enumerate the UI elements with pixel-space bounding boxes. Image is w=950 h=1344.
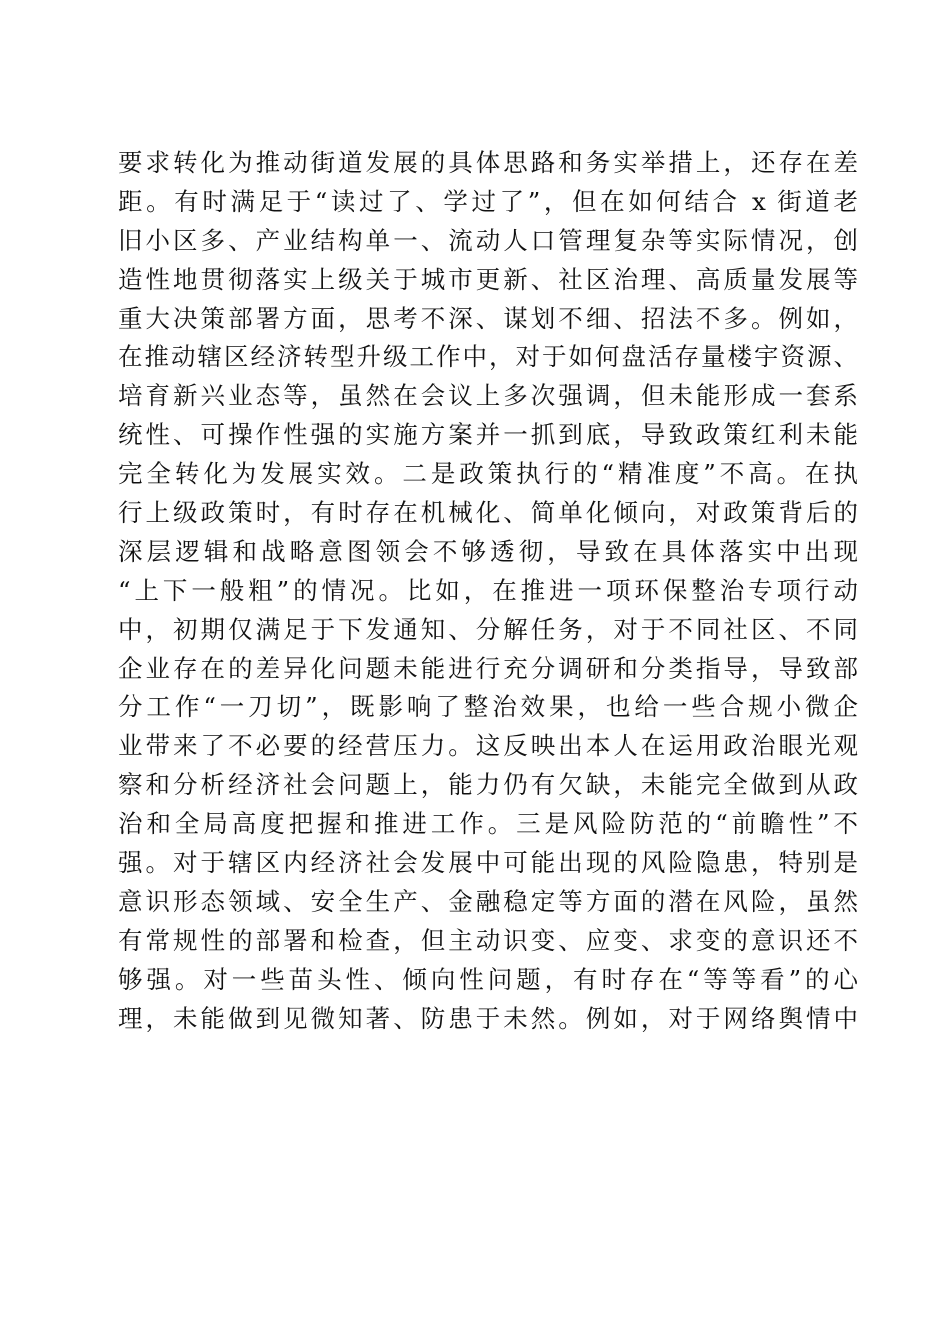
text-line: 要求转化为推动街道发展的具体思路和务实举措上，还存在差 [118, 148, 858, 177]
text-line: 统性、可操作性强的实施方案并一抓到底，导致政策红利未能 [118, 420, 858, 450]
text-line: 造性地贯彻落实上级关于城市更新、社区治理、高质量发展等 [118, 264, 858, 294]
text-line: 完全转化为发展实效。二是政策执行的“精准度”不高。在执 [118, 459, 858, 489]
text-line: 企业存在的差异化问题未能进行充分调研和分类指导，导致部 [118, 653, 858, 683]
text-line: 意识形态领域、安全生产、金融稳定等方面的潜在风险，虽然 [118, 886, 858, 916]
text-line: 距。有时满足于“读过了、学过了”，但在如何结合 x 街道老 [118, 186, 858, 216]
text-line: “上下一般粗”的情况。比如，在推进一项环保整治专项行动 [118, 575, 858, 605]
text-line: 强。对于辖区内经济社会发展中可能出现的风险隐患，特别是 [118, 848, 858, 878]
text-line: 中，初期仅满足于下发通知、分解任务，对于不同社区、不同 [118, 614, 858, 644]
text-line: 察和分析经济社会问题上，能力仍有欠缺，未能完全做到从政 [118, 770, 858, 800]
text-line: 治和全局高度把握和推进工作。三是风险防范的“前瞻性”不 [118, 809, 858, 839]
text-line: 有常规性的部署和检查，但主动识变、应变、求变的意识还不 [118, 925, 858, 955]
text-line: 理，未能做到见微知著、防患于未然。例如，对于网络舆情中 [118, 1003, 858, 1033]
text-line: 在推动辖区经济转型升级工作中，对于如何盘活存量楼宇资源、 [118, 342, 858, 372]
text-line: 行上级政策时，有时存在机械化、简单化倾向，对政策背后的 [118, 498, 858, 528]
text-line: 旧小区多、产业结构单一、流动人口管理复杂等实际情况，创 [118, 225, 858, 255]
text-line: 业带来了不必要的经营压力。这反映出本人在运用政治眼光观 [118, 731, 858, 761]
text-line: 深层逻辑和战略意图领会不够透彻，导致在具体落实中出现 [118, 536, 858, 566]
text-line: 够强。对一些苗头性、倾向性问题，有时存在“等等看”的心 [118, 964, 858, 994]
body-paragraph [118, 144, 858, 1038]
text-line: 分工作“一刀切”，既影响了整治效果，也给一些合规小微企 [118, 692, 858, 722]
text-line: 重大决策部署方面，思考不深、谋划不细、招法不多。例如， [118, 303, 858, 333]
text-line: 培育新兴业态等，虽然在会议上多次强调，但未能形成一套系 [118, 381, 858, 411]
